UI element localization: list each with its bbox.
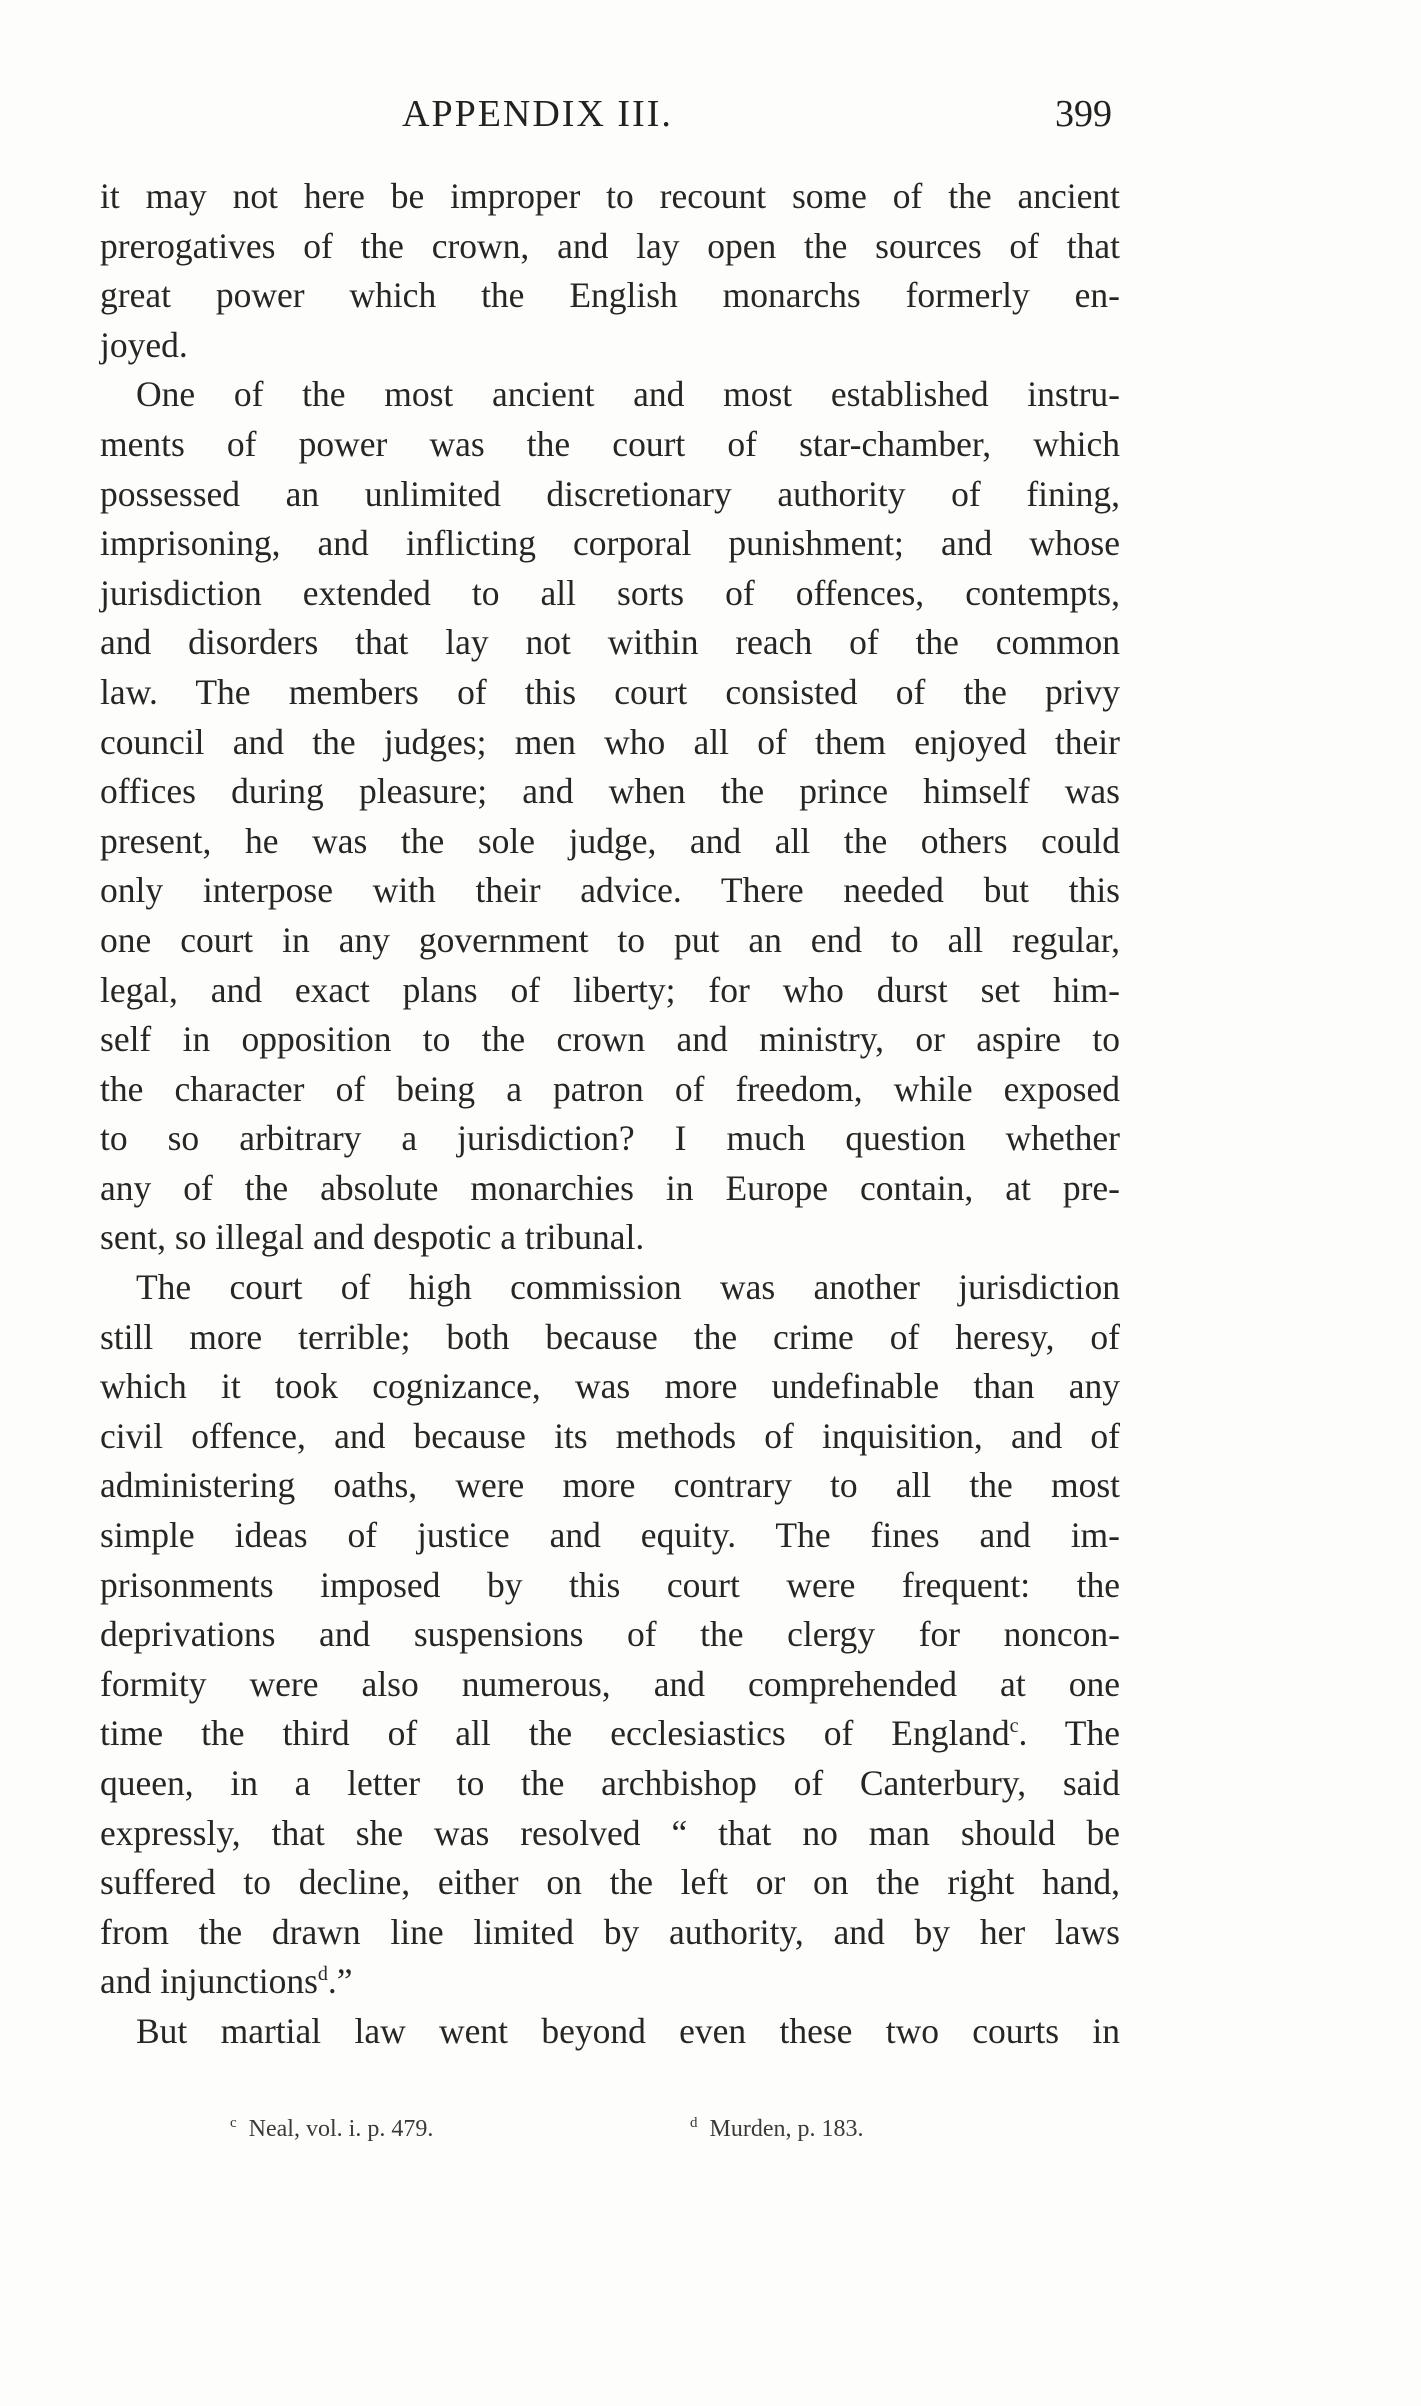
text-line: joyed.: [100, 324, 188, 365]
text-line: prerogatives of the crown, and lay open the sources of that: [100, 225, 1120, 266]
line-text: time the third of all the ecclesiastics of England: [100, 1713, 1010, 1754]
text-line: only interpose with their advice. There needed but this: [100, 870, 1120, 911]
text-line: suffered to decline, either on the left or on the right hand,: [100, 1862, 1120, 1903]
text-line: jurisdiction extended to all sorts of offences, contempts,: [100, 572, 1120, 613]
text-line: ments of power was the court of star-chamber, which: [100, 423, 1120, 464]
running-head-title: APPENDIX III.: [402, 93, 673, 135]
text-line: queen, in a letter to the archbishop of Canterbury, said: [100, 1763, 1120, 1803]
text-line: which it took cognizance, was more undefinable than any: [100, 1366, 1120, 1407]
text-line-with-footnote-ref: [100, 1957, 1120, 2007]
text-line: simple ideas of justice and equity. The fines and im-: [100, 1515, 1120, 1556]
footnote-ref-c: c: [1009, 1715, 1019, 1738]
text-line: legal, and exact plans of liberty; for who durst set him-: [100, 969, 1120, 1010]
text-line-with-footnote-ref: [100, 1709, 1120, 1759]
text-line: administering oaths, were more contrary to all the most: [100, 1465, 1120, 1506]
text-line: great power which the English monarchs formerly en-: [100, 275, 1120, 316]
footnotes: [230, 2116, 1050, 2156]
paragraph-start-line: But martial law went beyond even these two courts in: [136, 2010, 1120, 2051]
text-line: from the drawn line limited by authority, and by her laws: [100, 1911, 1120, 1952]
text-line: offices during pleasure; and when the prince himself was: [100, 771, 1120, 812]
text-line: prisonments imposed by this court were frequent: the: [100, 1564, 1120, 1605]
running-head: [402, 92, 1112, 152]
text-line: council and the judges; men who all of them enjoyed their: [100, 721, 1120, 762]
text-line: law. The members of this court consisted of the privy: [100, 671, 1120, 712]
text-line: to so arbitrary a jurisdiction? I much question whether: [100, 1118, 1120, 1159]
paragraph-start-line: The court of high commission was another jurisdiction: [136, 1267, 1120, 1308]
line-tail: . The: [1018, 1713, 1120, 1754]
text-line: possessed an unlimited discretionary authority of fining,: [100, 473, 1120, 514]
text-line: one court in any government to put an end to all regular,: [100, 919, 1120, 960]
footnote-d: [690, 2116, 863, 2143]
footnote-text: Neal, vol. i. p. 479.: [248, 2116, 434, 2142]
footnote-text: Murden, p. 183.: [709, 2116, 864, 2142]
text-line: expressly, that she was resolved “ that no man should be: [100, 1812, 1120, 1853]
text-line: the character of being a patron of freedom, while exposed: [100, 1068, 1120, 1109]
text-line: sent, so illegal and despotic a tribunal.: [100, 1217, 645, 1258]
paragraph-start-line: One of the most ancient and most established instru-: [136, 374, 1120, 415]
text-line: present, he was the sole judge, and all the others could: [100, 820, 1120, 861]
footnote-marker: c: [230, 2115, 237, 2131]
text-line: self in opposition to the crown and ministry, or aspire to: [100, 1019, 1120, 1060]
text-line: still more terrible; both because the crime of heresy, of: [100, 1316, 1120, 1357]
footnote-c: [230, 2116, 433, 2143]
line-tail: .”: [327, 1961, 353, 2002]
footnote-marker: d: [690, 2115, 698, 2131]
page-number: 399: [1055, 93, 1112, 135]
text-line: deprivations and suspensions of the clergy for noncon-: [100, 1614, 1120, 1655]
text-line: and disorders that lay not within reach of the common: [100, 622, 1120, 663]
text-line: civil offence, and because its methods of inquisition, and of: [100, 1415, 1120, 1456]
body-text: [100, 172, 1120, 2057]
footnote-ref-d: d: [317, 1963, 328, 1986]
line-text: and injunctions: [100, 1961, 318, 2002]
text-line: it may not here be improper to recount some of the ancient: [100, 176, 1120, 216]
text-line: any of the absolute monarchies in Europe contain, at pre-: [100, 1167, 1120, 1208]
text-line: imprisoning, and inflicting corporal punishment; and whose: [100, 523, 1120, 564]
text-line: formity were also numerous, and comprehended at one: [100, 1663, 1120, 1704]
